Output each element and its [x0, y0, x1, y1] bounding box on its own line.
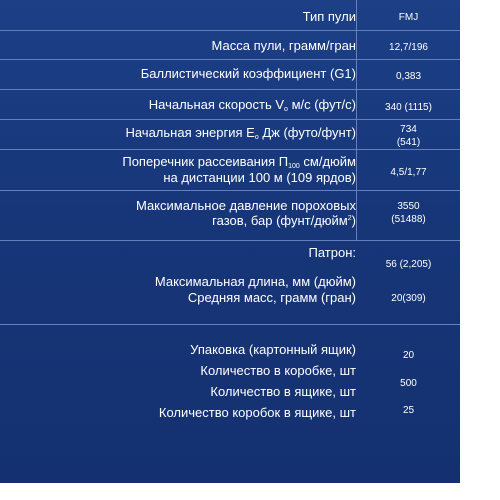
- packaging-value: 20: [402, 350, 415, 361]
- count-per-crate-label: Количество в ящике, шт: [210, 384, 356, 399]
- bullet-type-label: Тип пули: [302, 9, 356, 24]
- cartridge-length-label: Максимальная длина, мм (дюйм): [154, 274, 356, 289]
- dispersion-label-line2: на дистанции 100 м (109 ярдов): [163, 170, 356, 185]
- bullet-type-value: FMJ: [398, 12, 419, 23]
- row-divider: [0, 89, 460, 90]
- row-divider: [0, 240, 460, 241]
- cartridge-mass-value: 20(309): [391, 293, 426, 304]
- section-divider: [0, 324, 460, 325]
- cartridge-length-value: 56 (2,205): [385, 259, 432, 270]
- max-pressure-label-line1: Максимальное давление пороховых: [135, 198, 356, 213]
- ballistic-coefficient-label: Баллистический коэффициент (G1): [140, 66, 356, 81]
- cartridge-heading: Патрон:: [308, 245, 356, 260]
- dispersion-value: 4,5/1,77: [390, 167, 427, 178]
- row-divider: [0, 30, 460, 31]
- row-divider: [0, 119, 460, 120]
- muzzle-energy-label: Начальная энергия $E_o$ Дж (футо/фунт): [125, 125, 356, 141]
- cartridge-mass-label: Средняя масс, грамм (гран): [187, 290, 356, 305]
- count-per-box-value: 500: [400, 378, 417, 389]
- muzzle-energy-value: 734 (541): [396, 124, 421, 148]
- boxes-per-crate-label: Количество коробок в ящике, шт: [158, 405, 356, 420]
- muzzle-velocity-value: 340 (1115): [385, 102, 432, 113]
- row-divider: [0, 190, 460, 191]
- boxes-per-crate-value: 25: [402, 405, 415, 416]
- max-pressure-label-line2: газов, бар (фунт/дюйм$^2$): [212, 213, 356, 228]
- muzzle-velocity-label: Начальная скорость $V_o$ м/с (фут/с): [148, 97, 356, 113]
- ballistic-coefficient-value: 0,383: [395, 71, 422, 82]
- dispersion-label-line1: Поперечник рассеивания $П_{100}$ см/дюйм: [122, 154, 356, 170]
- packaging-label: Упаковка (картонный ящик): [190, 342, 356, 357]
- bullet-mass-value: 12,7/196: [389, 42, 428, 53]
- count-per-box-label: Количество в коробке, шт: [200, 363, 356, 378]
- bullet-mass-label: Масса пули, грамм/гран: [211, 38, 356, 53]
- row-divider: [0, 149, 460, 150]
- max-pressure-value: 3550 (51488): [391, 201, 426, 225]
- row-divider: [0, 59, 460, 60]
